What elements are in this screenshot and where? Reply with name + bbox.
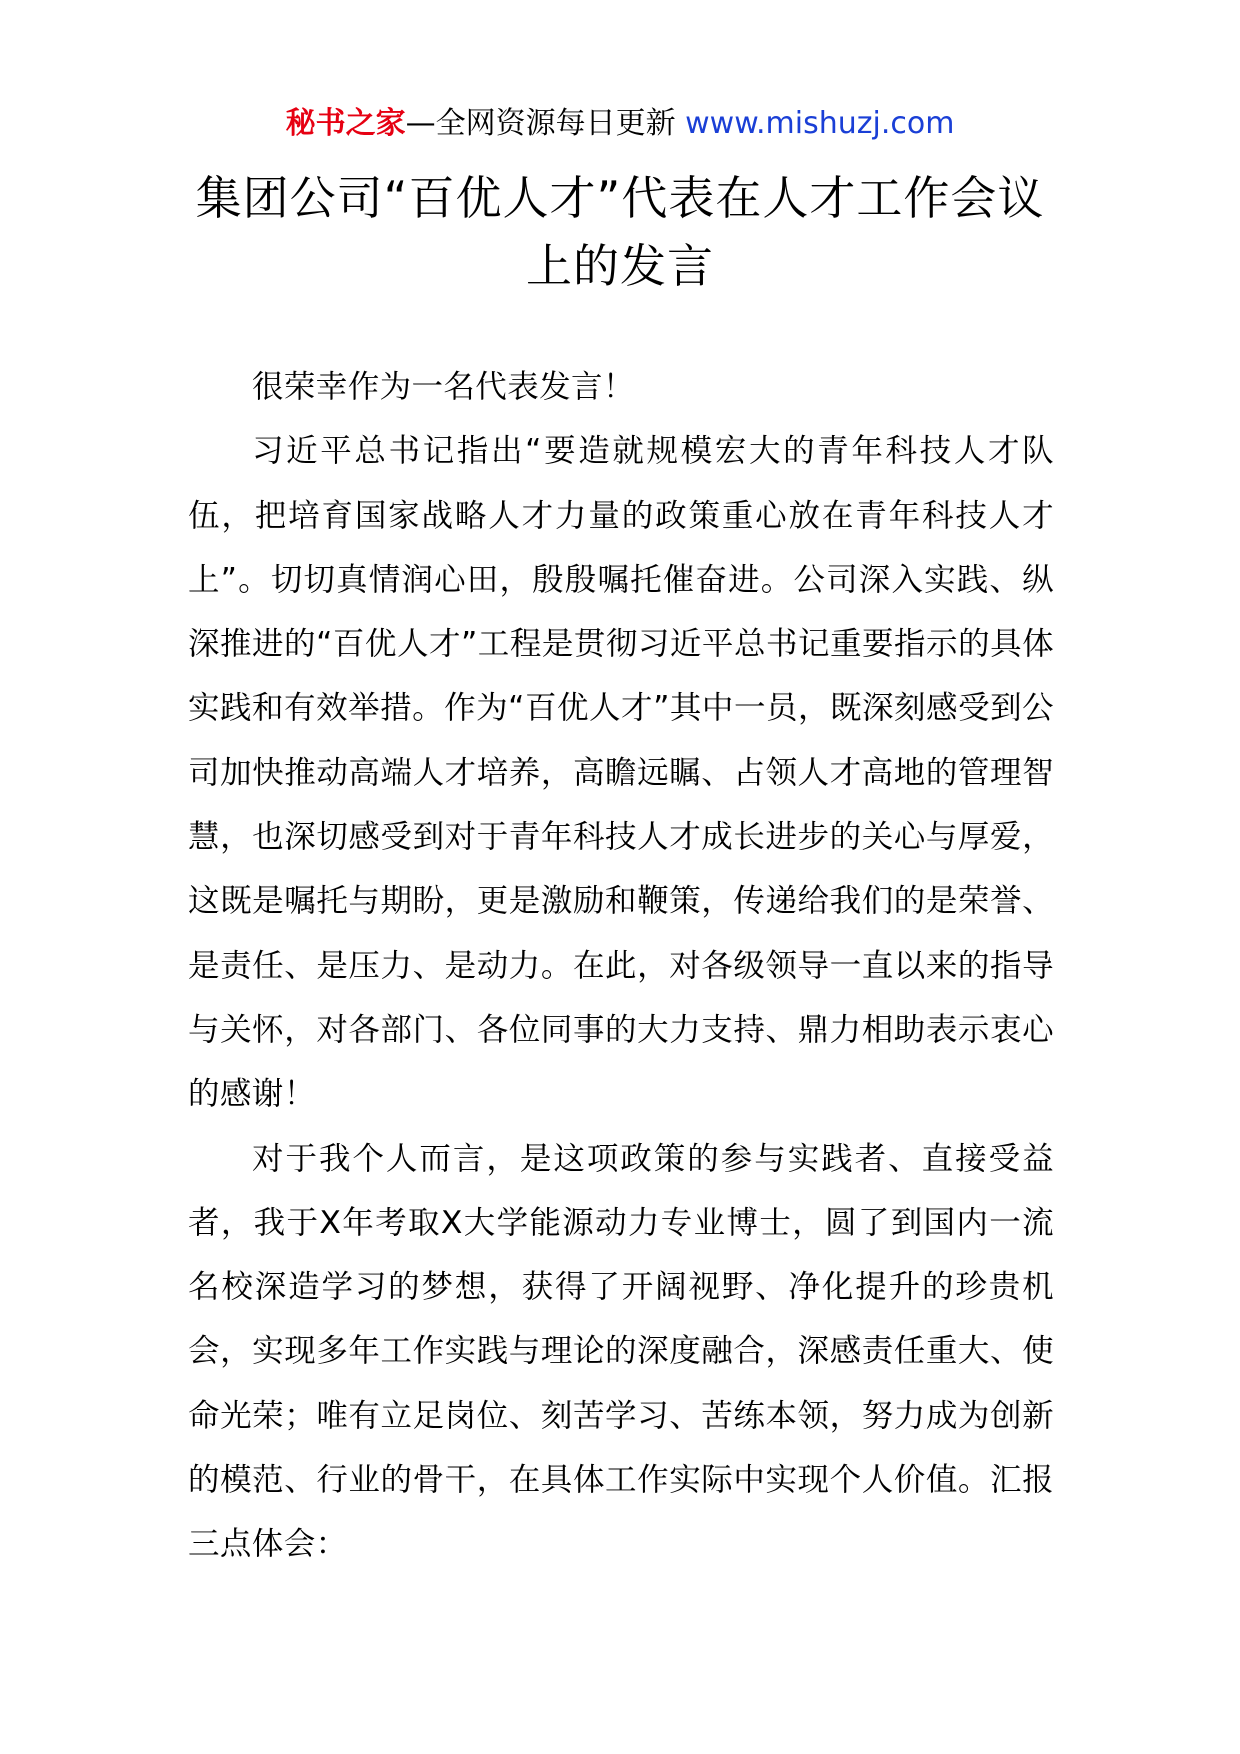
site-header bbox=[0, 104, 1240, 144]
document-title: 集团公司“百优人才”代表在人才工作会议上的发言 bbox=[195, 171, 1045, 293]
brand-name: 秘书之家 bbox=[285, 106, 406, 141]
paragraph-personal: 对于我个人而言，是这项政策的参与实践者、直接受益者，我于X年考取X大学能源动力专业博士，圆了到国内一流名校深造学习的梦想，获得了开阔视野、净化提升的珍贵机会，实现多年工作实践与理论的深度融合，深感责任重大、使命光荣；唯有立足岗位、刻苦学习、苦练本领，努力成为创新的模范、行业的骨干，在具体工作实际中实现个人价值。汇报三点体会： bbox=[188, 1140, 1054, 1563]
paragraph-opening: 很荣幸作为一名代表发言！ bbox=[252, 369, 635, 405]
document-body bbox=[188, 355, 1054, 1577]
site-url: www.mishuzj.com bbox=[685, 106, 955, 141]
header-tagline: —全网资源每日更新 bbox=[405, 106, 686, 141]
paragraph-quote: 习近平总书记指出“要造就规模宏大的青年科技人才队伍，把培育国家战略人才力量的政策重心放在青年科技人才上”。切切真情润心田，殷殷嘱托催奋进。公司深入实践、纵深推进的“百优人才”工程是贯彻习近平总书记重要指示的具体实践和有效举措。作为“百优人才”其中一员，既深刻感受到公司加快推动高端人才培养，高瞻远瞩、占领人才高地的管理智慧，也深切感受到对于青年科技人才成长进步的关心与厚爱，这既是嘱托与期盼，更是激励和鞭策，传递给我们的是荣誉、是责任、是压力、是动力。在此，对各级领导一直以来的指导与关怀，对各部门、各位同事的大力支持、鼎力相助表示衷心的感谢！ bbox=[188, 433, 1054, 1113]
